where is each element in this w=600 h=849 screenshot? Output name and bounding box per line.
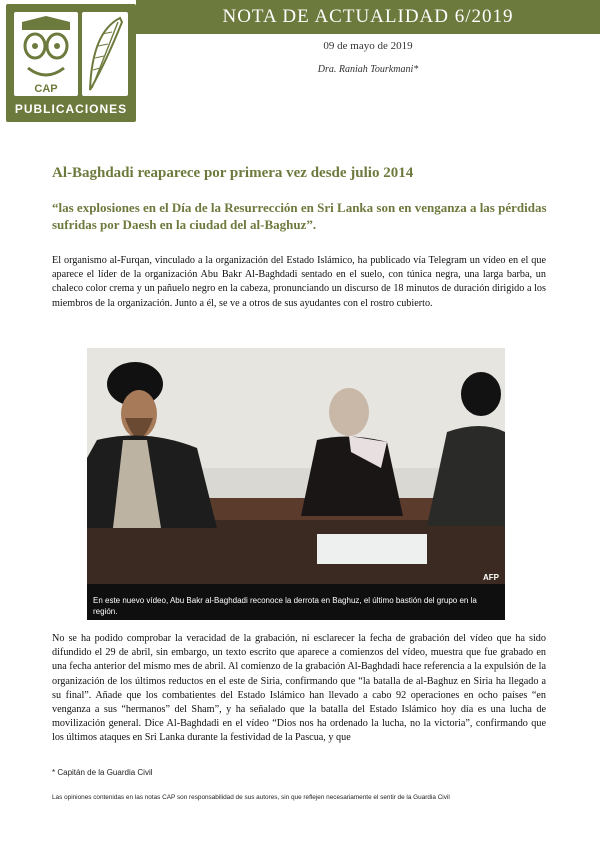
paragraph-1: El organismo al-Furqan, vinculado a la organización del Estado Islámico, ha publicado vía Telegram un vídeo en el que aparece el líder de la organización Abu Bakr Al-Baghdadi sentado en el suelo, con túnica negra, una larga barba, un chaleco color crema y un pañuelo negro en la cabeza, pronunciando un discurso de 18 minutos de duración dirigido a los miembros de la organización. Junto a él, se ve a otros de sus ayudantes con el rostro cubierto. — [52, 255, 546, 309]
svg-text:CAP: CAP — [34, 83, 58, 95]
header-band — [136, 0, 600, 34]
feather-icon — [82, 12, 128, 96]
publication-date: 09 de mayo de 2019 — [323, 40, 413, 52]
page-header — [0, 0, 600, 122]
disclaimer: Las opiniones contenidas en las notas CAP son responsabilidad de sus autores, sin que reflejen necesariamente el sentir de la Guardia Civil — [52, 794, 450, 801]
cap-logo — [6, 4, 136, 122]
article-subtitle: “las explosiones en el Día de la Resurrección en Sri Lanka son en venganza a las pérdidas sufridas por Daesh en la ciudad del al-Baghuz”. — [52, 200, 547, 232]
photo-illustration — [87, 348, 505, 584]
article-title: Al-Baghdadi reaparece por primera vez desde julio 2014 — [52, 165, 414, 181]
photo-caption: En este nuevo vídeo, Abu Bakr al-Baghdadi reconoce la derrota en Baghuz, el último bastión del grupo en la región. — [93, 596, 477, 616]
author-footnote: * Capitán de la Guardia Civil — [52, 768, 153, 777]
note-title: NOTA DE ACTUALIDAD 6/2019 — [222, 6, 514, 27]
photo-credit: AFP — [483, 573, 499, 582]
emblem-icon — [14, 12, 78, 96]
paragraph-2: No se ha podido comprobar la veracidad de la grabación, ni esclarecer la fecha de grabación del vídeo que ha sido difundido el 29 de abril, sin embargo, un texto escrito que aparece a comienzos del vídeo, muestra que fue grabado en una fecha anterior del mismo mes de abril. Al comienzo de la grabación Al-Baghdadi hace referencia a la expulsión de la organización de los últimos reductos en el este de Siria, confirmando que “la batalla de al-Baghuz en Siria ha llegado a su final”. Añade que los combatientes del Estado Islámico han llevado a cabo 92 operaciones en ocho países “en venganza a sus “hermanos” del Sham”, y ha señalado que la batalla del Estado Islámico hoy día es una lucha de movilización general. Dice Al-Baghdadi en el vídeo “Dios nos ha ordenado la lucha, no la victoria”, confirmando que los últimos ataques en Sri Lanka durante la festividad de la Pascua, y que — [52, 633, 546, 744]
article-photo — [87, 348, 505, 620]
author-name: Dra. Raniah Tourkmani* — [317, 64, 419, 75]
logo-label: PUBLICACIONES — [14, 102, 128, 116]
